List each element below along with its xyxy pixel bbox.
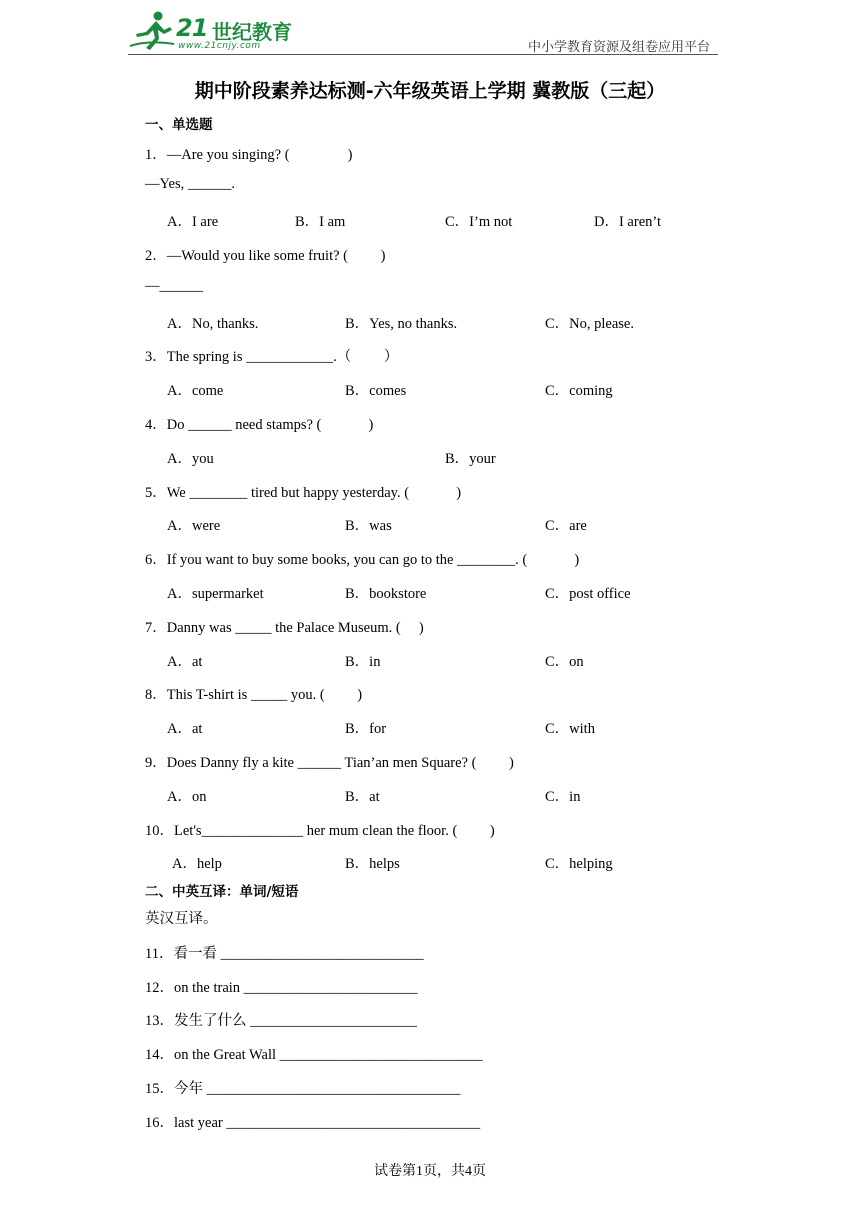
- q1-stem2: —Yes, ______.: [145, 176, 235, 192]
- q9-stem: 9．Does Danny fly a kite ______ Tian’an men Square? ( ): [145, 755, 514, 771]
- q4-stem: 4．Do ______ need stamps? ( ): [145, 417, 374, 433]
- q5-option-b: B．was: [345, 518, 392, 534]
- q15-line: 15．今年 ___________________________________: [145, 1081, 461, 1097]
- q9-option-b: B．at: [345, 789, 380, 805]
- q7-option-a: A．at: [167, 654, 203, 670]
- header-divider: [128, 54, 718, 55]
- instruction-text: 英汉互译。: [145, 911, 218, 927]
- q3-option-c: C．coming: [545, 383, 613, 399]
- runner-logo-icon: [128, 10, 178, 52]
- q1-option-a: A．I are: [167, 214, 219, 230]
- q10-option-b: B．helps: [345, 856, 400, 872]
- q2-option-a: A．No, thanks.: [167, 316, 259, 332]
- q9-option-a: A．on: [167, 789, 207, 805]
- q7-option-b: B．in: [345, 654, 381, 670]
- q6-option-a: A．supermarket: [167, 586, 264, 602]
- q10-stem: 10．Let's______________ her mum clean the floor. ( ): [145, 823, 495, 839]
- q2-stem: 2．—Would you like some fruit? ( ): [145, 248, 386, 264]
- page-title: 期中阶段素养达标测-六年级英语上学期 冀教版（三起）: [194, 80, 666, 102]
- q3-option-a: A．come: [167, 383, 224, 399]
- q1-option-c: C．I’m not: [445, 214, 513, 230]
- q7-option-c: C．on: [545, 654, 584, 670]
- logo-21-text: 21: [176, 14, 208, 42]
- q8-option-c: C．with: [545, 721, 595, 737]
- section-heading-2: 二、中英互译：单词/短语: [145, 884, 299, 900]
- q5-option-c: C．are: [545, 518, 587, 534]
- q2-option-c: C．No, please.: [545, 316, 634, 332]
- q1-option-b: B．I am: [295, 214, 346, 230]
- page-footer: 试卷第1页，共4页: [374, 1164, 486, 1179]
- q8-option-b: B．for: [345, 721, 387, 737]
- q16-line: 16．last year ___________________________________: [145, 1115, 481, 1131]
- q12-line: 12．on the train ________________________: [145, 980, 418, 996]
- section-heading-1: 一、单选题: [145, 117, 213, 133]
- q3-option-b: B．comes: [345, 383, 407, 399]
- q2-option-b: B．Yes, no thanks.: [345, 316, 458, 332]
- q5-option-a: A．were: [167, 518, 221, 534]
- q1-option-d: D．I aren’t: [594, 214, 661, 230]
- q6-option-b: B．bookstore: [345, 586, 427, 602]
- q9-option-c: C．in: [545, 789, 581, 805]
- q4-option-a: A．you: [167, 451, 214, 467]
- q4-option-b: B．your: [445, 451, 496, 467]
- q10-option-a: A．help: [172, 856, 222, 872]
- q6-option-c: C．post office: [545, 586, 631, 602]
- q6-stem: 6．If you want to buy some books, you can go to the ________. ( ): [145, 552, 580, 568]
- q8-stem: 8．This T-shirt is _____ you. ( ): [145, 687, 363, 703]
- q11-line: 11．看一看 ____________________________: [145, 946, 424, 962]
- q2-stem2: —______: [145, 278, 203, 294]
- logo-url-text: www.21cnjy.com: [178, 41, 261, 51]
- q10-option-c: C．helping: [545, 856, 613, 872]
- logo: [128, 10, 298, 52]
- q5-stem: 5．We ________ tired but happy yesterday. ( ): [145, 485, 462, 501]
- q8-option-a: A．at: [167, 721, 203, 737]
- platform-text: 中小学教育资源及组卷应用平台: [527, 40, 710, 55]
- q13-line: 13．发生了什么 _______________________: [145, 1013, 417, 1029]
- logo-cn-text: 世纪教育: [212, 20, 292, 44]
- q3-stem: 3．The spring is ____________.（ ）: [145, 349, 399, 365]
- q1-stem: 1．—Are you singing? ( ): [145, 147, 353, 163]
- q7-stem: 7．Danny was _____ the Palace Museum. ( ): [145, 620, 424, 636]
- q14-line: 14．on the Great Wall ____________________________: [145, 1047, 483, 1063]
